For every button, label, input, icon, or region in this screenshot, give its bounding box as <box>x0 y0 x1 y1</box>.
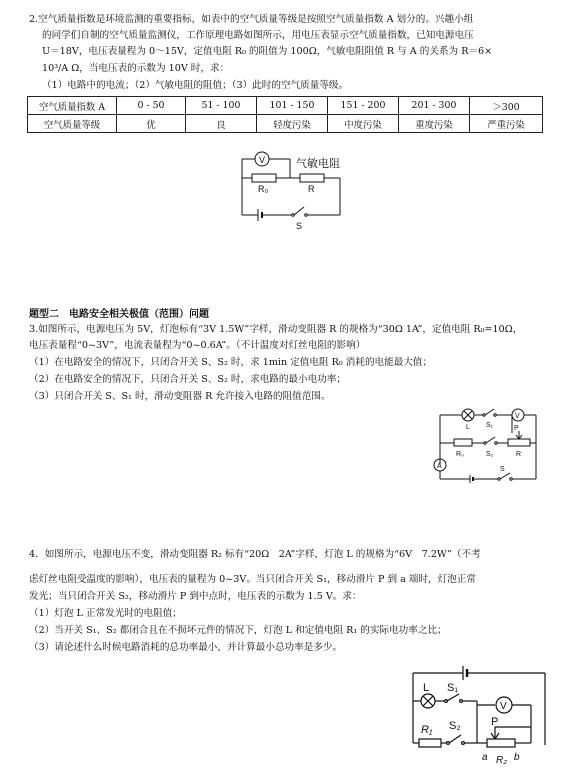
table-cell: 重度污染 <box>399 115 470 133</box>
q2-line-5: （1）电路中的电流；（2）气敏电阻的阻值；（3）此时的空气质量等级。 <box>42 80 349 91</box>
q3-line-2: 电压表量程“0~3V”，电流表量程为“0~0.6A”。（不计温度对灯丝电阻的影响） <box>29 340 366 351</box>
r0-label: R₀ <box>258 184 269 194</box>
table-cell: 优 <box>117 115 186 133</box>
s2-label: S₂ <box>449 720 461 732</box>
a-label: a <box>482 752 488 763</box>
q4-line-1: 4．如图所示，电源电压不变，滑动变阻器 R₂ 标有“20Ω 2A”字样，灯泡 L 的规格为“6V 7.2W”（不考 <box>29 549 481 560</box>
s1-label: S₁ <box>486 422 494 429</box>
table-cell: 0 - 50 <box>117 97 186 115</box>
table-cell: 201 - 300 <box>399 97 470 115</box>
resistor-r1-icon <box>419 739 441 747</box>
ammeter-label: A <box>437 463 442 470</box>
r-label: R <box>516 451 522 458</box>
switch-s1-icon <box>447 694 459 701</box>
table-cell: 151 - 200 <box>328 97 399 115</box>
q2-line-4: 10³/A Ω，当电压表的示数为 10V 时，求： <box>42 63 230 74</box>
switch-s2-icon <box>486 437 495 443</box>
switch-label: S <box>296 221 303 231</box>
q4-line-5: （2）当开关 S₁、S₂ 都闭合且在不损坏元件的情况下，灯泡 L 和定值电阻 R₁ 的实际电功率之比； <box>29 625 447 636</box>
s-label: S <box>500 466 505 473</box>
table-cell: 51 - 100 <box>186 97 257 115</box>
p-label: P <box>491 716 499 728</box>
s1-label: S₁ <box>447 682 459 694</box>
switch-s1-icon <box>485 409 494 415</box>
q4-line-3: 发光；当只闭合开关 S₂，移动滑片 P 到中点时，电压表的示数为 1.5 V。求： <box>29 591 362 602</box>
q2-line-3: U＝18V，电压表量程为 0～15V，定值电阻 R₀ 的阻值为 100Ω，气敏电阻阻值 R 与 A 的关系为 R＝6× <box>42 46 493 57</box>
r1-label: R₁ <box>421 724 433 736</box>
q3-circuit-diagram <box>428 405 563 487</box>
r0-label: R₀ <box>456 451 464 458</box>
b-label: b <box>514 752 520 763</box>
r-label: R <box>308 184 315 194</box>
voltmeter-label: V <box>515 413 520 420</box>
q3-line-5: （3）只闭合开关 S、S₁ 时，滑动变阻器 R 允许接入电路的阻值范围。 <box>29 391 331 402</box>
q4-circuit-diagram <box>405 663 555 766</box>
rheostat-icon <box>508 439 530 446</box>
table-cell: 101 - 150 <box>257 97 328 115</box>
resistor-r0-icon <box>454 439 472 446</box>
q4-line-6: （3）请论述什么时候电路消耗的总功率最小，并计算最小总功率是多少。 <box>29 642 343 653</box>
q2-line-2: 的同学们自制的空气质量监测仪，工作原理电路如图所示，用电压表显示空气质量指数，已知电源电压 <box>42 30 474 41</box>
table-cell: 空气质量等级 <box>28 115 117 133</box>
rheostat-r2-icon <box>487 739 515 747</box>
table-row <box>28 97 543 115</box>
table-cell: 轻度污染 <box>257 115 328 133</box>
q3-line-1: 3.如图所示，电源电压为 5V，灯泡标有“3V 1.5W”字样，滑动变阻器 R 的规格为“30Ω 1A”，定值电阻 R₀=10Ω， <box>29 324 523 335</box>
q2-circuit-diagram <box>232 145 382 235</box>
resistor-r0-icon <box>252 174 276 182</box>
voltmeter-label: V <box>259 155 266 165</box>
table-row <box>28 115 543 133</box>
s2-label: S₂ <box>486 451 494 458</box>
table-cell: 空气质量指数 A <box>28 97 117 115</box>
gas-sensor-label: 气敏电阻 <box>296 158 340 170</box>
q3-line-4: （2）在电路安全的情况下，只闭合开关 S、S₂ 时，求电路的最小电功率； <box>29 374 347 385</box>
switch-s-icon <box>500 473 510 479</box>
voltmeter-label: V <box>500 701 507 712</box>
q4-line-4: （1）灯泡 L 正常发光时的电阻值； <box>29 608 182 619</box>
lamp-label: L <box>466 424 470 431</box>
p-label: P <box>514 425 519 432</box>
q2-line-1: 2.空气质量指数是环境监测的重要指标，如表中的空气质量等级是按照空气质量指数 A 划分的。兴趣小组 <box>29 14 474 25</box>
switch-icon <box>294 207 304 215</box>
air-quality-table <box>27 96 543 133</box>
table-cell: 严重污染 <box>470 115 543 133</box>
q3-line-3: （1）在电路安全的情况下，只闭合开关 S、S₂ 时，求 1min 定值电阻 R₀ 消耗的电能最大值； <box>29 357 433 368</box>
table-cell: 良 <box>186 115 257 133</box>
lamp-label: L <box>423 682 430 694</box>
q4-line-2: 虑灯丝电阻受温度的影响），电压表的量程为 0~3V。当只闭合开关 S₁，移动滑片 P 到 a 端时，灯泡正常 <box>29 574 477 585</box>
table-cell: ＞300 <box>470 97 543 115</box>
section-title: 题型二 电路安全相关极值（范围）问题 <box>29 309 209 320</box>
switch-s2-icon <box>449 735 461 743</box>
gas-sensor-resistor-icon <box>300 174 324 182</box>
r2-label: R₂ <box>496 755 508 766</box>
table-cell: 中度污染 <box>328 115 399 133</box>
